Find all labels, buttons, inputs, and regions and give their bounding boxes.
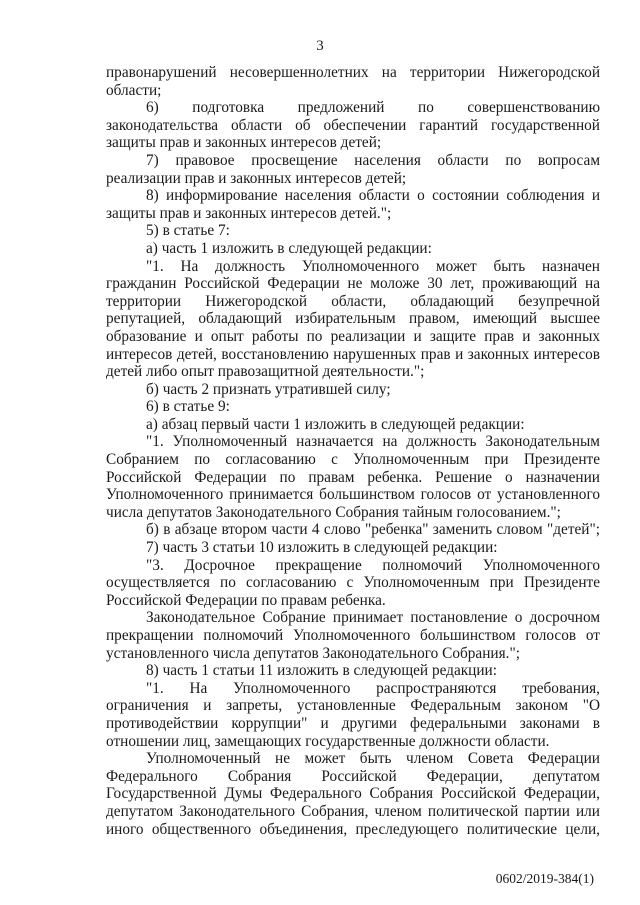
text-line: защиты прав и законных интересов детей; bbox=[106, 134, 382, 152]
text-line: б) в абзаце втором части 4 слово "ребенка" заменить словом "детей"; bbox=[146, 521, 600, 539]
page-number: 3 bbox=[316, 38, 324, 54]
text-line: "1. Уполномоченный назначается на должность Законодательным bbox=[146, 433, 600, 451]
text-line: гражданин Российской Федерации не моложе 30 лет, проживающий на bbox=[106, 275, 600, 293]
text-line: образование и опыт работы по реализации и защите прав и законных bbox=[106, 327, 600, 345]
text-line: депутатом Законодательного Собрания, членом политической партии или bbox=[106, 802, 600, 820]
text-line: области; bbox=[106, 81, 162, 99]
text-line: интересов детей, восстановлению нарушенных прав и законных интересов bbox=[106, 345, 600, 363]
text-line: репутацией, обладающий избирательным правом, имеющий высшее bbox=[106, 310, 600, 328]
document-code: 0602/2019-384(1) bbox=[495, 871, 594, 886]
text-line: Российской Федерации по правам ребенка. bbox=[106, 591, 386, 609]
text-line: Федерального Собрания Российской Федерации, депутатом bbox=[106, 767, 600, 785]
text-line: 5) в статье 7: bbox=[146, 222, 230, 240]
text-line: реализации прав и законных интересов детей; bbox=[106, 169, 407, 187]
text-line: установленного числа депутатов Законодательного Собрания."; bbox=[106, 644, 520, 662]
text-line: отношении лиц, замещающих государственные должности области. bbox=[106, 732, 550, 750]
text-line: б) часть 2 признать утратившей силу; bbox=[146, 380, 391, 398]
text-line: законодательства области об обеспечении гарантий государственной bbox=[106, 116, 600, 134]
document-body bbox=[106, 64, 600, 838]
text-line: а) часть 1 изложить в следующей редакции: bbox=[146, 239, 432, 257]
text-line: осуществляется по согласованию с Уполномоченным при Президенте bbox=[106, 574, 600, 592]
text-line: правонарушений несовершеннолетних на территории Нижегородской bbox=[106, 64, 600, 81]
text-line: "3. Досрочное прекращение полномочий Уполномоченного bbox=[146, 556, 600, 574]
text-line: прекращении полномочий Уполномоченного большинством голосов от bbox=[106, 627, 600, 644]
text-line: иного общественного объединения, преследующего политические цели, bbox=[106, 820, 600, 838]
text-line: а) абзац первый части 1 изложить в следующей редакции: bbox=[146, 415, 525, 433]
text-line: детей либо опыт правозащитной деятельности."; bbox=[106, 363, 425, 381]
text-line: Уполномоченного принимается большинством голосов от установленного bbox=[106, 486, 600, 504]
text-line: 8) информирование населения области о состоянии соблюдения и bbox=[146, 187, 600, 205]
text-line: 6) в статье 9: bbox=[146, 398, 230, 416]
text-line: Законодательное Собрание принимает постановление о досрочном bbox=[146, 609, 600, 627]
text-line: числа депутатов Законодательного Собрания тайным голосованием."; bbox=[106, 503, 561, 521]
text-line: Уполномоченный не может быть членом Совета Федерации bbox=[146, 750, 600, 768]
text-line: ограничения и запреты, установленные Федеральным законом "О bbox=[106, 697, 600, 715]
text-line: Государственной Думы Федерального Собрания Российской Федерации, bbox=[106, 785, 600, 803]
text-line: "1. На Уполномоченного распространяются требования, bbox=[146, 679, 600, 697]
text-line: противодействии коррупции" и другими федеральными законами в bbox=[106, 714, 600, 732]
text-line: Собранием по согласованию с Уполномоченным при Президенте bbox=[106, 451, 600, 469]
text-line: Российской Федерации по правам ребенка. Решение о назначении bbox=[106, 468, 600, 486]
text-line: защиты прав и законных интересов детей."; bbox=[106, 204, 392, 222]
text-line: 7) правовое просвещение населения области по вопросам bbox=[146, 151, 600, 169]
text-line: территории Нижегородской области, обладающий безупречной bbox=[106, 292, 600, 310]
text-line: 7) часть 3 статьи 10 изложить в следующей редакции: bbox=[146, 539, 498, 557]
text-line: "1. На должность Уполномоченного может быть назначен bbox=[146, 257, 600, 275]
text-line: 8) часть 1 статьи 11 изложить в следующей редакции: bbox=[146, 662, 497, 680]
text-line: 6) подготовка предложений по совершенствованию bbox=[146, 99, 600, 117]
